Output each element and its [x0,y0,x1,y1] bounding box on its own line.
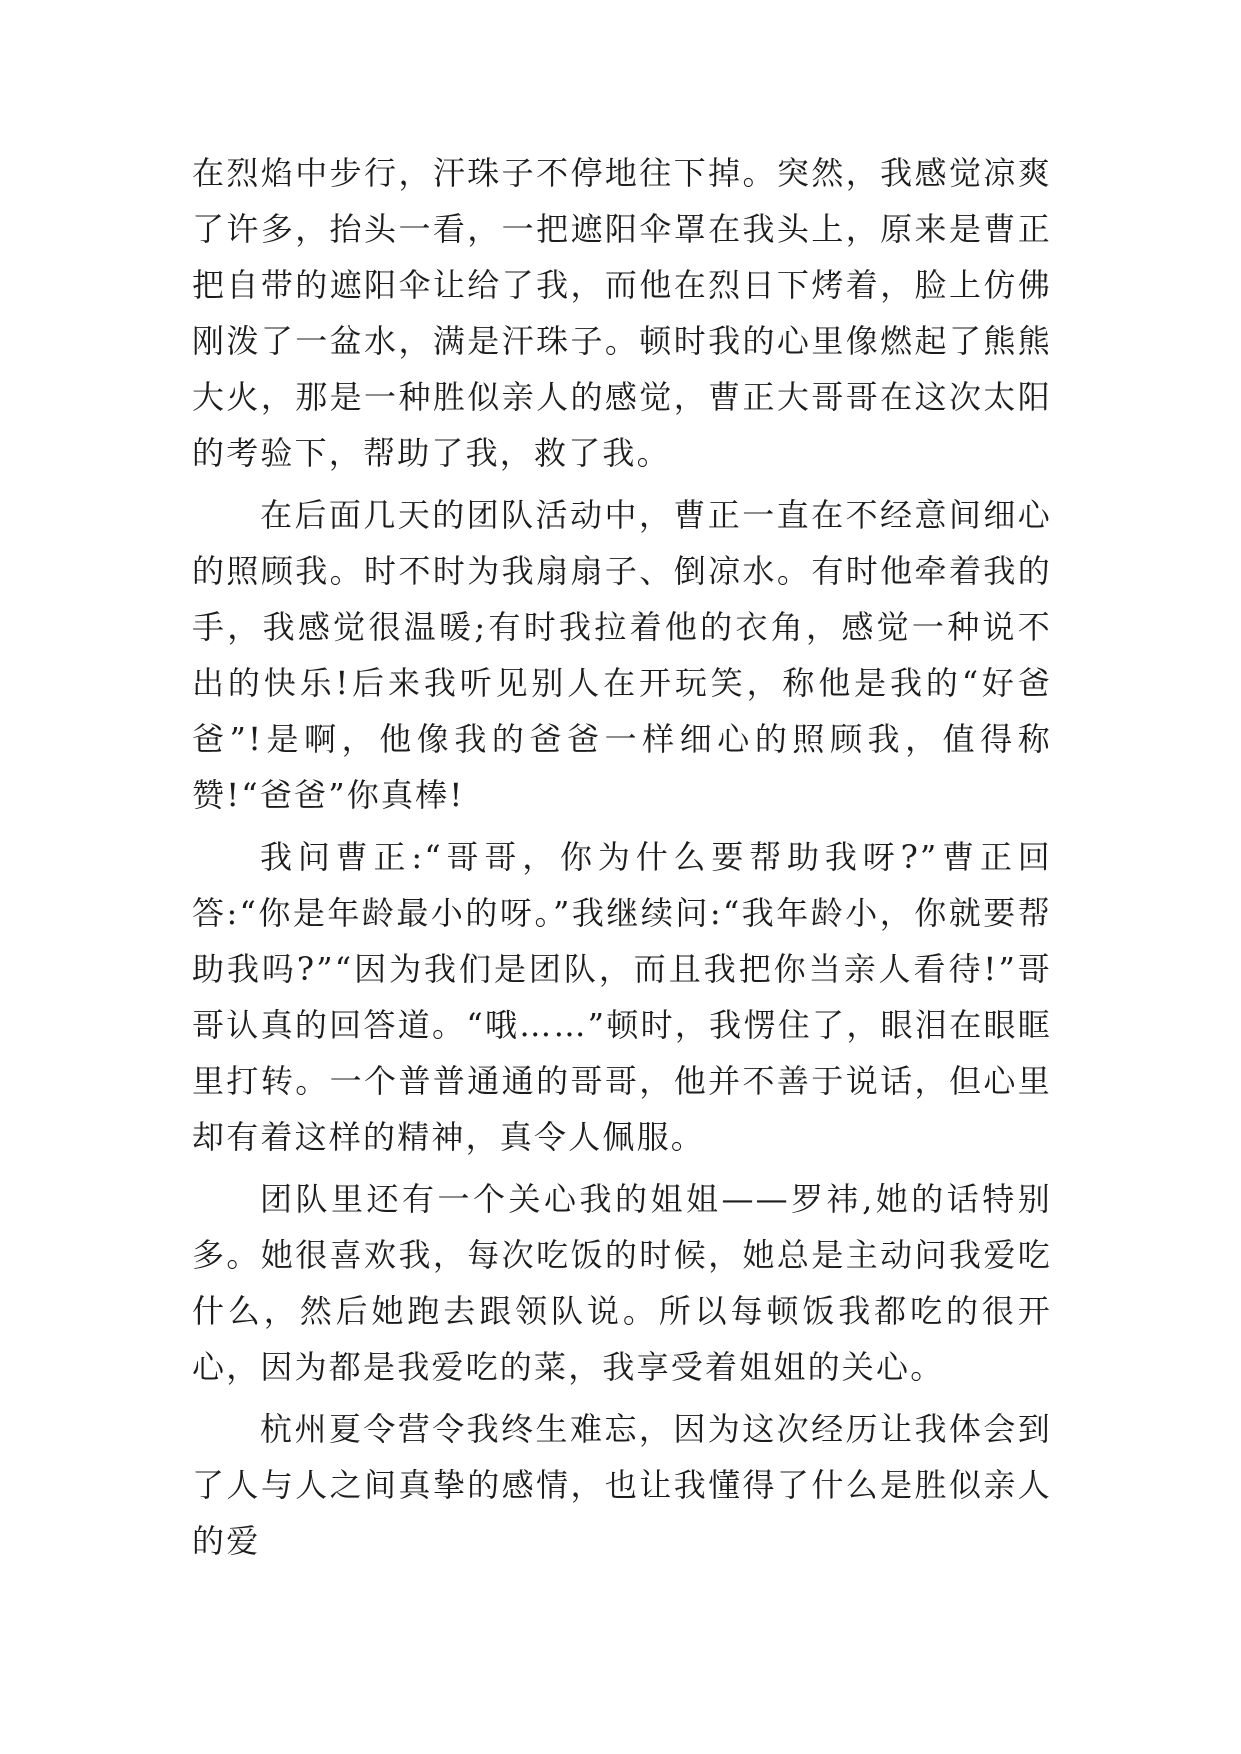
paragraph-5: 杭州夏令营令我终生难忘，因为这次经历让我体会到了人与人之间真挚的感情，也让我懂得了什么是胜似亲人的爱 [192,1410,1052,1560]
paragraph-2: 在后面几天的团队活动中，曹正一直在不经意间细心的照顾我。时不时为我扇扇子、倒凉水。有时他牵着我的手，我感觉很温暖;有时我拉着他的衣角，感觉一种说不出的快乐!后来我听见别人在开玩笑，称他是我的“好爸爸”!是啊，他像我的爸爸一样细心的照顾我，值得称赞!“爸爸”你真棒! [192,496,1052,814]
paragraph-3: 我问曹正:“哥哥，你为什么要帮助我呀?”曹正回答:“你是年龄最小的呀。”我继续问:“我年龄小，你就要帮助我吗?”“因为我们是团队，而且我把你当亲人看待!”哥哥认真的回答道。“哦……”顿时，我愣住了，眼泪在眼眶里打转。一个普普通通的哥哥，他并不善于说话，但心里却有着这样的精神，真令人佩服。 [192,838,1052,1156]
paragraph-4: 团队里还有一个关心我的姐姐——罗祎,她的话特别多。她很喜欢我，每次吃饭的时候，她总是主动问我爱吃什么，然后她跑去跟领队说。所以每顿饭我都吃的很开心，因为都是我爱吃的菜，我享受着姐姐的关心。 [192,1180,1052,1386]
document-page [192,145,1052,1575]
paragraph-1: 在烈焰中步行，汗珠子不停地往下掉。突然，我感觉凉爽了许多，抬头一看，一把遮阳伞罩在我头上，原来是曹正把自带的遮阳伞让给了我，而他在烈日下烤着，脸上仿佛刚泼了一盆水，满是汗珠子。顿时我的心里像燃起了熊熊大火，那是一种胜似亲人的感觉，曹正大哥哥在这次太阳的考验下，帮助了我，救了我。 [192,154,1052,472]
